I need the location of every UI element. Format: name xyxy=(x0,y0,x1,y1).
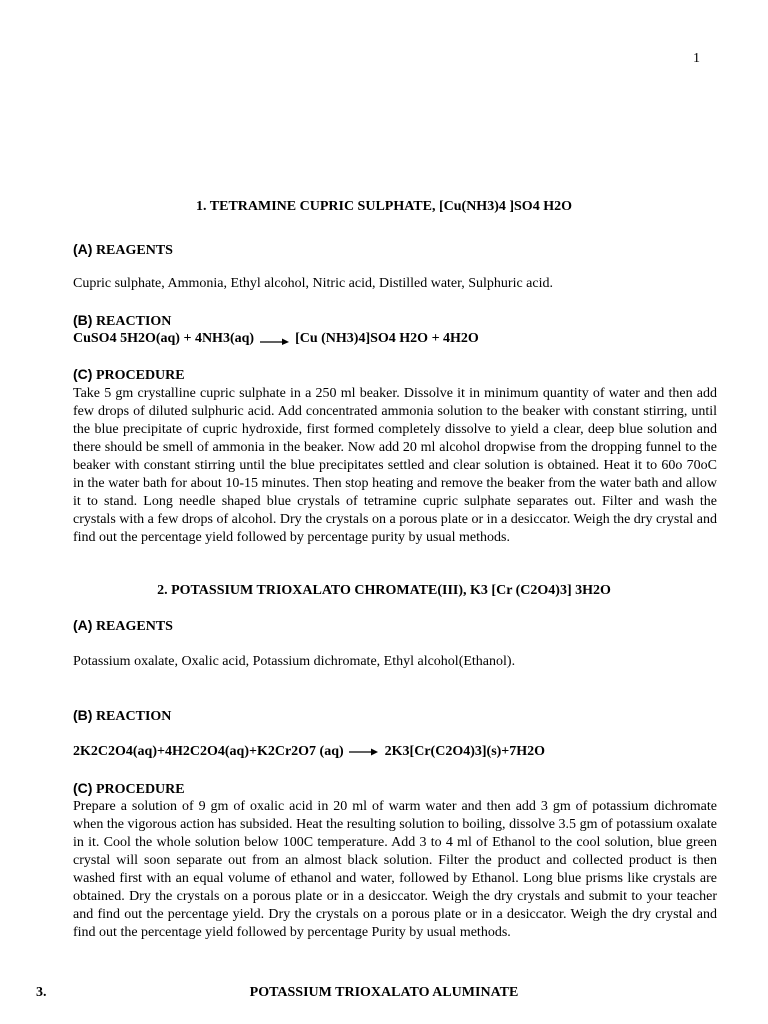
section-2-reagents-heading xyxy=(73,617,173,635)
section-1-reaction-heading xyxy=(73,312,171,330)
section-1-reaction-lhs: CuSO4 5H2O(aq) + 4NH3(aq) xyxy=(73,331,255,346)
section-1-reagents-heading xyxy=(73,241,173,259)
section-2-reagents-text: Potassium oxalate, Oxalic acid, Potassium dichromate, Ethyl alcohol(Ethanol). xyxy=(73,654,516,669)
page-number: 1 xyxy=(693,51,700,66)
section-1-procedure-text: Take 5 gm crystalline cupric sulphate in a 250 ml beaker. Dissolve it in minimum quantity of water and then add few drops of diluted sulphuric acid. Add concentrated ammonia solution to the beaker with constant stirring, until the blue precipitate of cupric hydroxide, first formed completely dissolve to yield a clear, deep blue solution and there should be smell of ammonia in the beaker. Now add 20 ml alcohol dropwise from the dropping funnel to the beaker with constant stirring until the blue precipitates settled and clear solution is obtained. Heat it to 60o 70oC in the water bath for about 10-15 minutes. Then stop heating and remove the beaker from the water bath and allow it to stand. Long needle shaped blue crystals of tetramine cupric sulphate separates out. Filter and wash the crystals with a few drops of alcohol. Dry the crystals on a porous plate or in a desiccator. Weigh the dry crystal and find out the percentage yield followed by percentage purity by usual methods. xyxy=(73,386,717,545)
section-2-reaction-label: REACTION xyxy=(95,709,172,724)
section-2-title: 2. POTASSIUM TRIOXALATO CHROMATE(III), K3 [Cr (C2O4)3] 3H2O xyxy=(157,583,611,598)
section-2-reaction-equation xyxy=(73,744,545,760)
section-2-reaction-letter: (B) xyxy=(73,707,93,723)
section-1-reagents-letter: (A) xyxy=(73,241,93,257)
section-2-procedure-heading xyxy=(73,780,185,798)
section-2-reaction-lhs: 2K2C2O4(aq)+4H2C2O4(aq)+K2Cr2O7 (aq) xyxy=(73,744,344,759)
section-1-reagents-label: REAGENTS xyxy=(95,243,173,258)
reaction-arrow-icon xyxy=(349,746,379,758)
section-1-reagents-text: Cupric sulphate, Ammonia, Ethyl alcohol, Nitric acid, Distilled water, Sulphuric acid. xyxy=(73,276,553,291)
section-1-reaction-rhs: [Cu (NH3)4]SO4 H2O + 4H2O xyxy=(295,331,479,346)
section-1-procedure-heading xyxy=(73,366,185,384)
section-2-reaction-heading xyxy=(73,707,171,725)
section-2-procedure-text: Prepare a solution of 9 gm of oxalic acid in 20 ml of warm water and then add 3 gm of potassium dichromate when the vigorous action has subsided. Heat the resulting solution to boiling, dissolve 3.5 gm of potassium oxalate in it. Cool the whole solution below 100C temperature. Add 3 to 4 ml of Ethanol to the cool solution, blue green crystal will soon separate out from an almost black solution. Filter the product and collected product is then washed first with an equal volume of ethanol and water, followed by Ethanol. Long blue prisms like crystals are obtained. Dry the crystals on a porous plate or in a desiccator. Weigh the dry crystals and submit to your teacher and find out the percentage yield. Dry the crystals on a porous plate or in a desiccator. Weigh the dry crystal and find out the percentage yield followed by percentage Purity by usual methods. xyxy=(73,799,717,940)
section-1-procedure-label: PROCEDURE xyxy=(95,368,185,383)
section-2-reagents-letter: (A) xyxy=(73,617,93,633)
section-1-reaction-equation xyxy=(73,331,479,347)
section-2-reaction-rhs: 2K3[Cr(C2O4)3](s)+7H2O xyxy=(384,744,546,759)
section-1-procedure-letter: (C) xyxy=(73,366,93,382)
section-1-reaction-letter: (B) xyxy=(73,312,93,328)
section-1-reaction-label: REACTION xyxy=(95,314,172,329)
section-2-procedure-label: PROCEDURE xyxy=(95,782,185,797)
section-2-procedure-letter: (C) xyxy=(73,780,93,796)
section-3-title: POTASSIUM TRIOXALATO ALUMINATE xyxy=(249,985,519,1000)
section-1-title: 1. TETRAMINE CUPRIC SULPHATE, [Cu(NH3)4 ]SO4 H2O xyxy=(196,199,572,214)
section-2-reagents-label: REAGENTS xyxy=(95,619,173,634)
section-3-number: 3. xyxy=(36,985,47,1000)
reaction-arrow-icon xyxy=(260,333,290,345)
